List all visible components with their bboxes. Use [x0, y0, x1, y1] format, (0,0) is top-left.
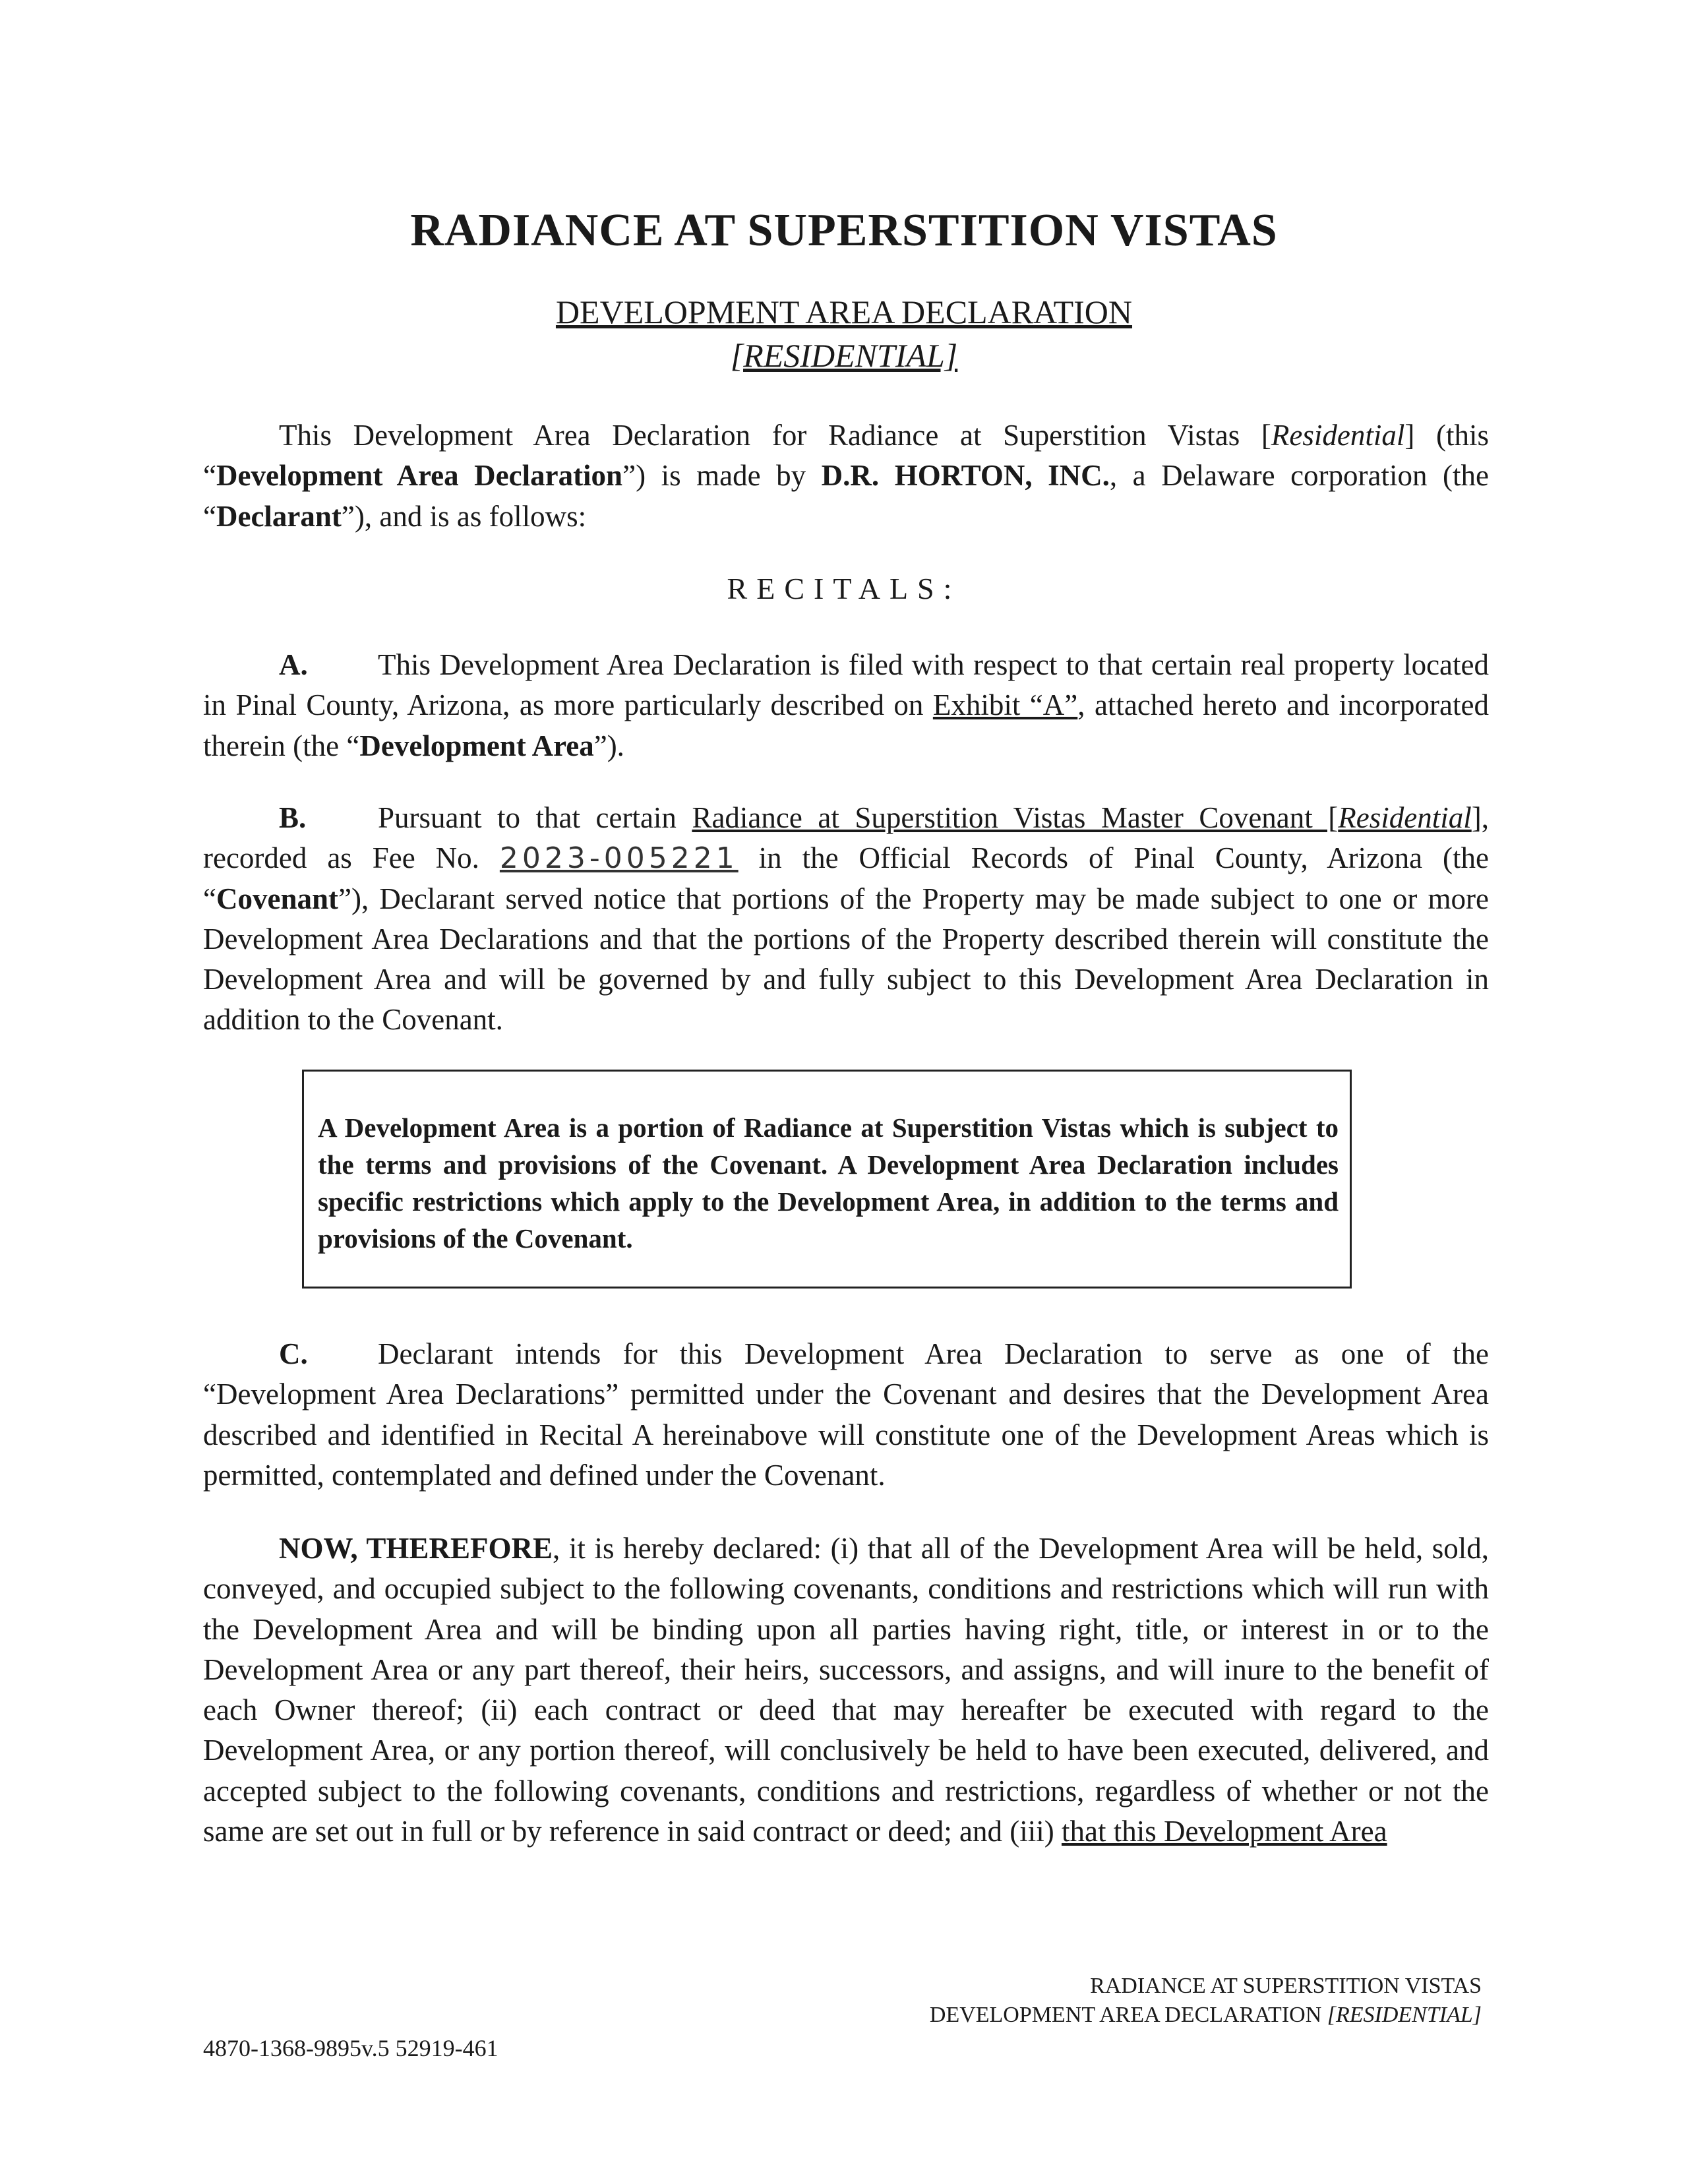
notice-box-text: A Development Area is a portion of Radiance at Superstition Vistas which is subject to the terms and provisions of the Covenant. A Development Area Declaration includes specific restrictions which apply to the Development Area, in addition to the terms and provisions of the Covenant.	[318, 1112, 1339, 1254]
recitals-heading: RECITALS:	[727, 572, 961, 605]
master-covenant-reference: Radiance at Superstition Vistas Master Covenant [Residential]	[692, 801, 1482, 834]
footer-title-line2: DEVELOPMENT AREA DECLARATION [RESIDENTIAL]	[929, 2003, 1482, 2027]
exhibit-a-reference: Exhibit “A”	[932, 688, 1078, 722]
recital-b: B. Pursuant to that certain Radiance at Superstition Vistas Master Covenant [Residential], recorded as Fee No. 2023-005221 in the Official Records of Pinal County, Arizona (the “Covenant”), Declarant served notice that portions of the Property may be made subject to one or more Development Area Declarations and that the portions of the Property described therein will constitute the Development Area and will be governed by and fully subject to this Development Area Declaration in addition to the Covenant.	[203, 798, 1489, 1041]
recital-c-label: C.	[279, 1337, 308, 1370]
recital-c: C. Declarant intends for this Development Area Declaration to serve as one of the “Development Area Declarations” permitted under the Covenant and desires that the Development Area described and identified in Recital A hereinabove will constitute one of the Development Areas which is permitted, contemplated and defined under the Covenant.	[203, 1334, 1489, 1496]
footer-title-line1: RADIANCE AT SUPERSTITION VISTAS	[1090, 1974, 1482, 1998]
recital-a: A. This Development Area Declaration is filed with respect to that certain real property located in Pinal County, Arizona, as more particularly described on Exhibit “A”, attached hereto and incorporated therein (the “Development Area”).	[203, 645, 1489, 766]
document-id: 4870-1368-9895v.5 52919-461	[203, 2035, 498, 2061]
intro-paragraph: This Development Area Declaration for Radiance at Superstition Vistas [Residential] (this “Development Area Declaration”) is made by D.R. HORTON, INC., a Delaware corporation (the “Declarant”), and is as follows:	[203, 419, 1490, 533]
document-subtitle-bracket: [RESIDENTIAL]	[730, 337, 958, 374]
handwritten-fee-number: 2023-005221	[499, 841, 738, 876]
recital-a-label: A.	[279, 648, 308, 681]
now-therefore-paragraph: NOW, THEREFORE, it is hereby declared: (i) that all of the Development Area will be held, sold, conveyed, and occupied subject to the following covenants, conditions and restrictions which will run with the Development Area and will be binding upon all parties having right, title, or interest in or to the Development Area or any part thereof, their heirs, successors, and assigns, and will inure to the benefit of each Owner thereof; (ii) each contract or deed that may hereafter be executed with regard to the Development Area, or any portion thereof, will conclusively be held to have been executed, delivered, and accepted subject to the following covenants, conditions and restrictions, regardless of whether or not the same are set out in full or by reference in said contract or deed; and (iii) that this Development Area	[203, 1532, 1489, 1848]
document-title: RADIANCE AT SUPERSTITION VISTAS	[410, 205, 1278, 256]
document-subtitle: DEVELOPMENT AREA DECLARATION	[555, 293, 1133, 330]
recital-b-label: B.	[279, 801, 307, 834]
